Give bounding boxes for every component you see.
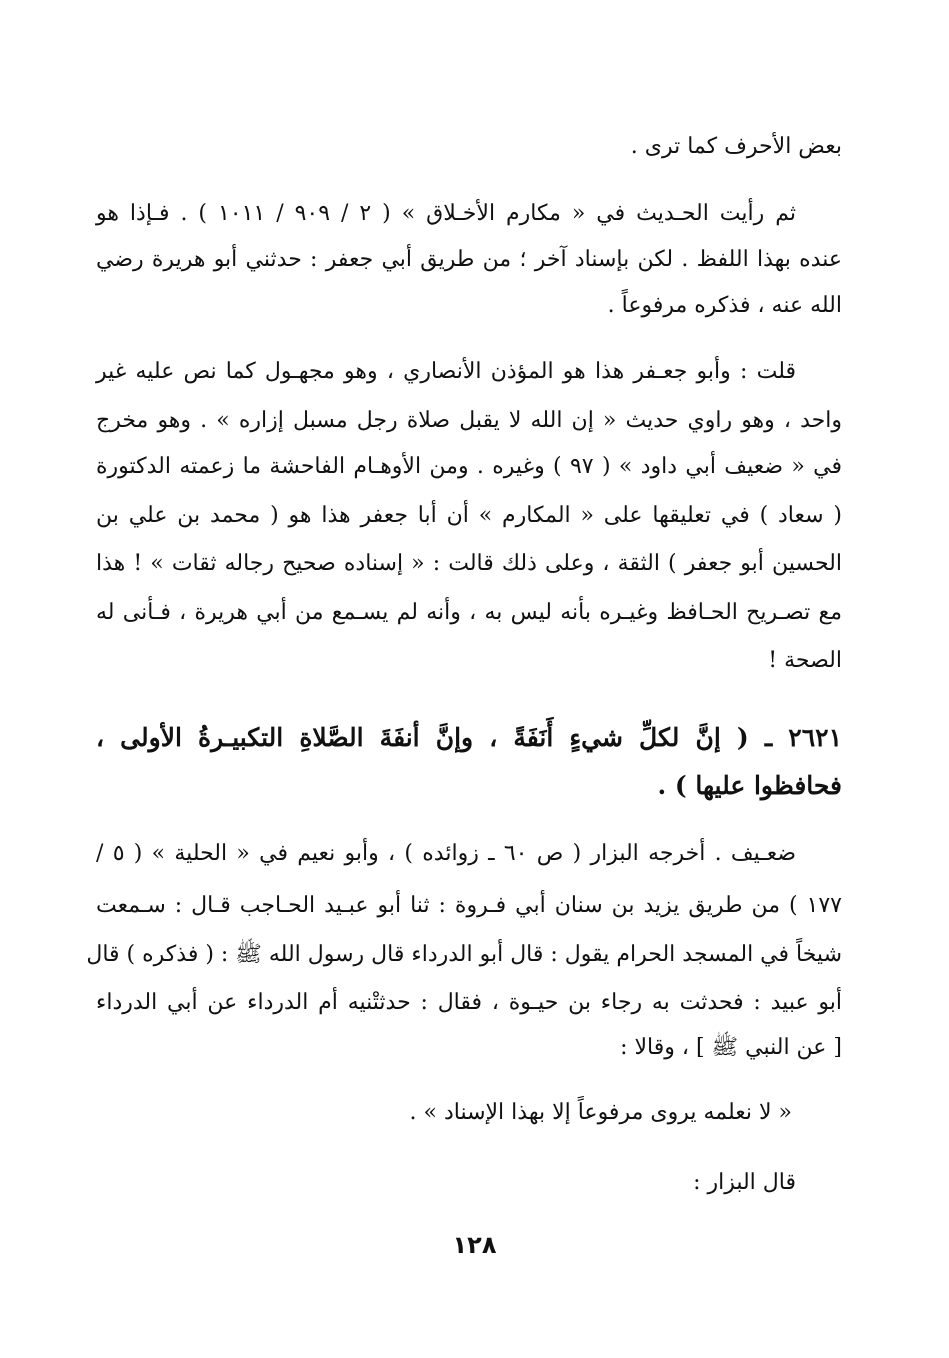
paragraph-2-line-2: عنده بهذا اللفظ . لكن بإسناد آخر ؛ من طريق أبي جعفر : حدثني أبو هريرة رضي (96, 247, 842, 272)
paragraph-3-line-4: ( سعاد ) في تعليقها على « المكارم » أن أبا جعفر هذا هو ( محمد بن علي بن (96, 503, 842, 528)
paragraph-3-line-3: في « ضعيف أبي داود » ( ٩٧ ) وغيره . ومن الأوهـام الفاحشة ما زعمته الدكتورة (96, 454, 843, 479)
paragraph-4-line-3: شيخاً في المسجد الحرام يقول : قال أبو الدرداء قال رسول الله ﷺ : ( فذكره ) قال (86, 942, 842, 967)
document-page (86, 118, 843, 1318)
paragraph-3-line-5: الحسين أبو جعفر ) الثقة ، وعلى ذلك قالت : « إسناده صحيح رجاله ثقات » ! هذا (96, 551, 842, 576)
paragraph-2-line-3: الله عنه ، فذكره مرفوعاً . (607, 293, 842, 318)
hadith-heading-line-2: فحافظوا عليها ) . (657, 771, 842, 800)
paragraph-3-line-7: الصحة ! (768, 648, 842, 673)
paragraph-4-line-5: [ عن النبي ﷺ ] ، وقالا : (620, 1035, 842, 1060)
paragraph-2-line-1: ثم رأيت الحـديث في « مكارم الأخـلاق » ( ٢ / ٩٠٩ / ١٠١١ ) . فـإذا هو (96, 201, 796, 226)
quote-line: « لا نعلمه يروى مرفوعاً إلا بهذا الإسناد » . (409, 1100, 792, 1125)
paragraph-4-line-2: ١٧٧ ) من طريق يزيد بن سنان أبي فـروة : ثنا أبو عبـيد الحـاجب قـال : سـمعت (96, 893, 842, 918)
paragraph-1-line-1: بعض الأحرف كما ترى . (630, 134, 842, 159)
paragraph-4-line-4: أبو عبيد : فحدثت به رجاء بن حيـوة ، فقال : حدثتْنيه أم الدرداء عن أبي الدرداء (96, 990, 842, 1015)
page-number: ١٢٨ (452, 1231, 497, 1259)
paragraph-4-line-1: ضعـيف . أخرجه البزار ( ص ٦٠ ـ زوائده ) ، وأبو نعيم في « الحلية » ( ٥ / (96, 841, 797, 866)
hadith-heading-line-1: ٢٦٢١ ـ ( إنَّ لكلِّ شيءٍ أَنَفَةً ، وإنَّ أنفَةَ الصَّلاةِ التكبيـرةُ الأولى ، (96, 723, 842, 752)
attribution-line: قال البزار : (693, 1170, 796, 1195)
paragraph-3-line-6: مع تصـريح الحـافظ وغيـره بأنه ليس به ، وأنه لم يسـمع من أبي هريرة ، فـأنى له (96, 600, 842, 625)
paragraph-3-line-2: واحد ، وهو راوي حديث « إن الله لا يقبل صلاة رجل مسبل إزاره » . وهو مخرج (96, 408, 842, 433)
paragraph-3-line-1: قلت : وأبو جعـفر هذا هو المؤذن الأنصاري ، وهو مجهـول كما نص عليه غير (96, 359, 796, 384)
